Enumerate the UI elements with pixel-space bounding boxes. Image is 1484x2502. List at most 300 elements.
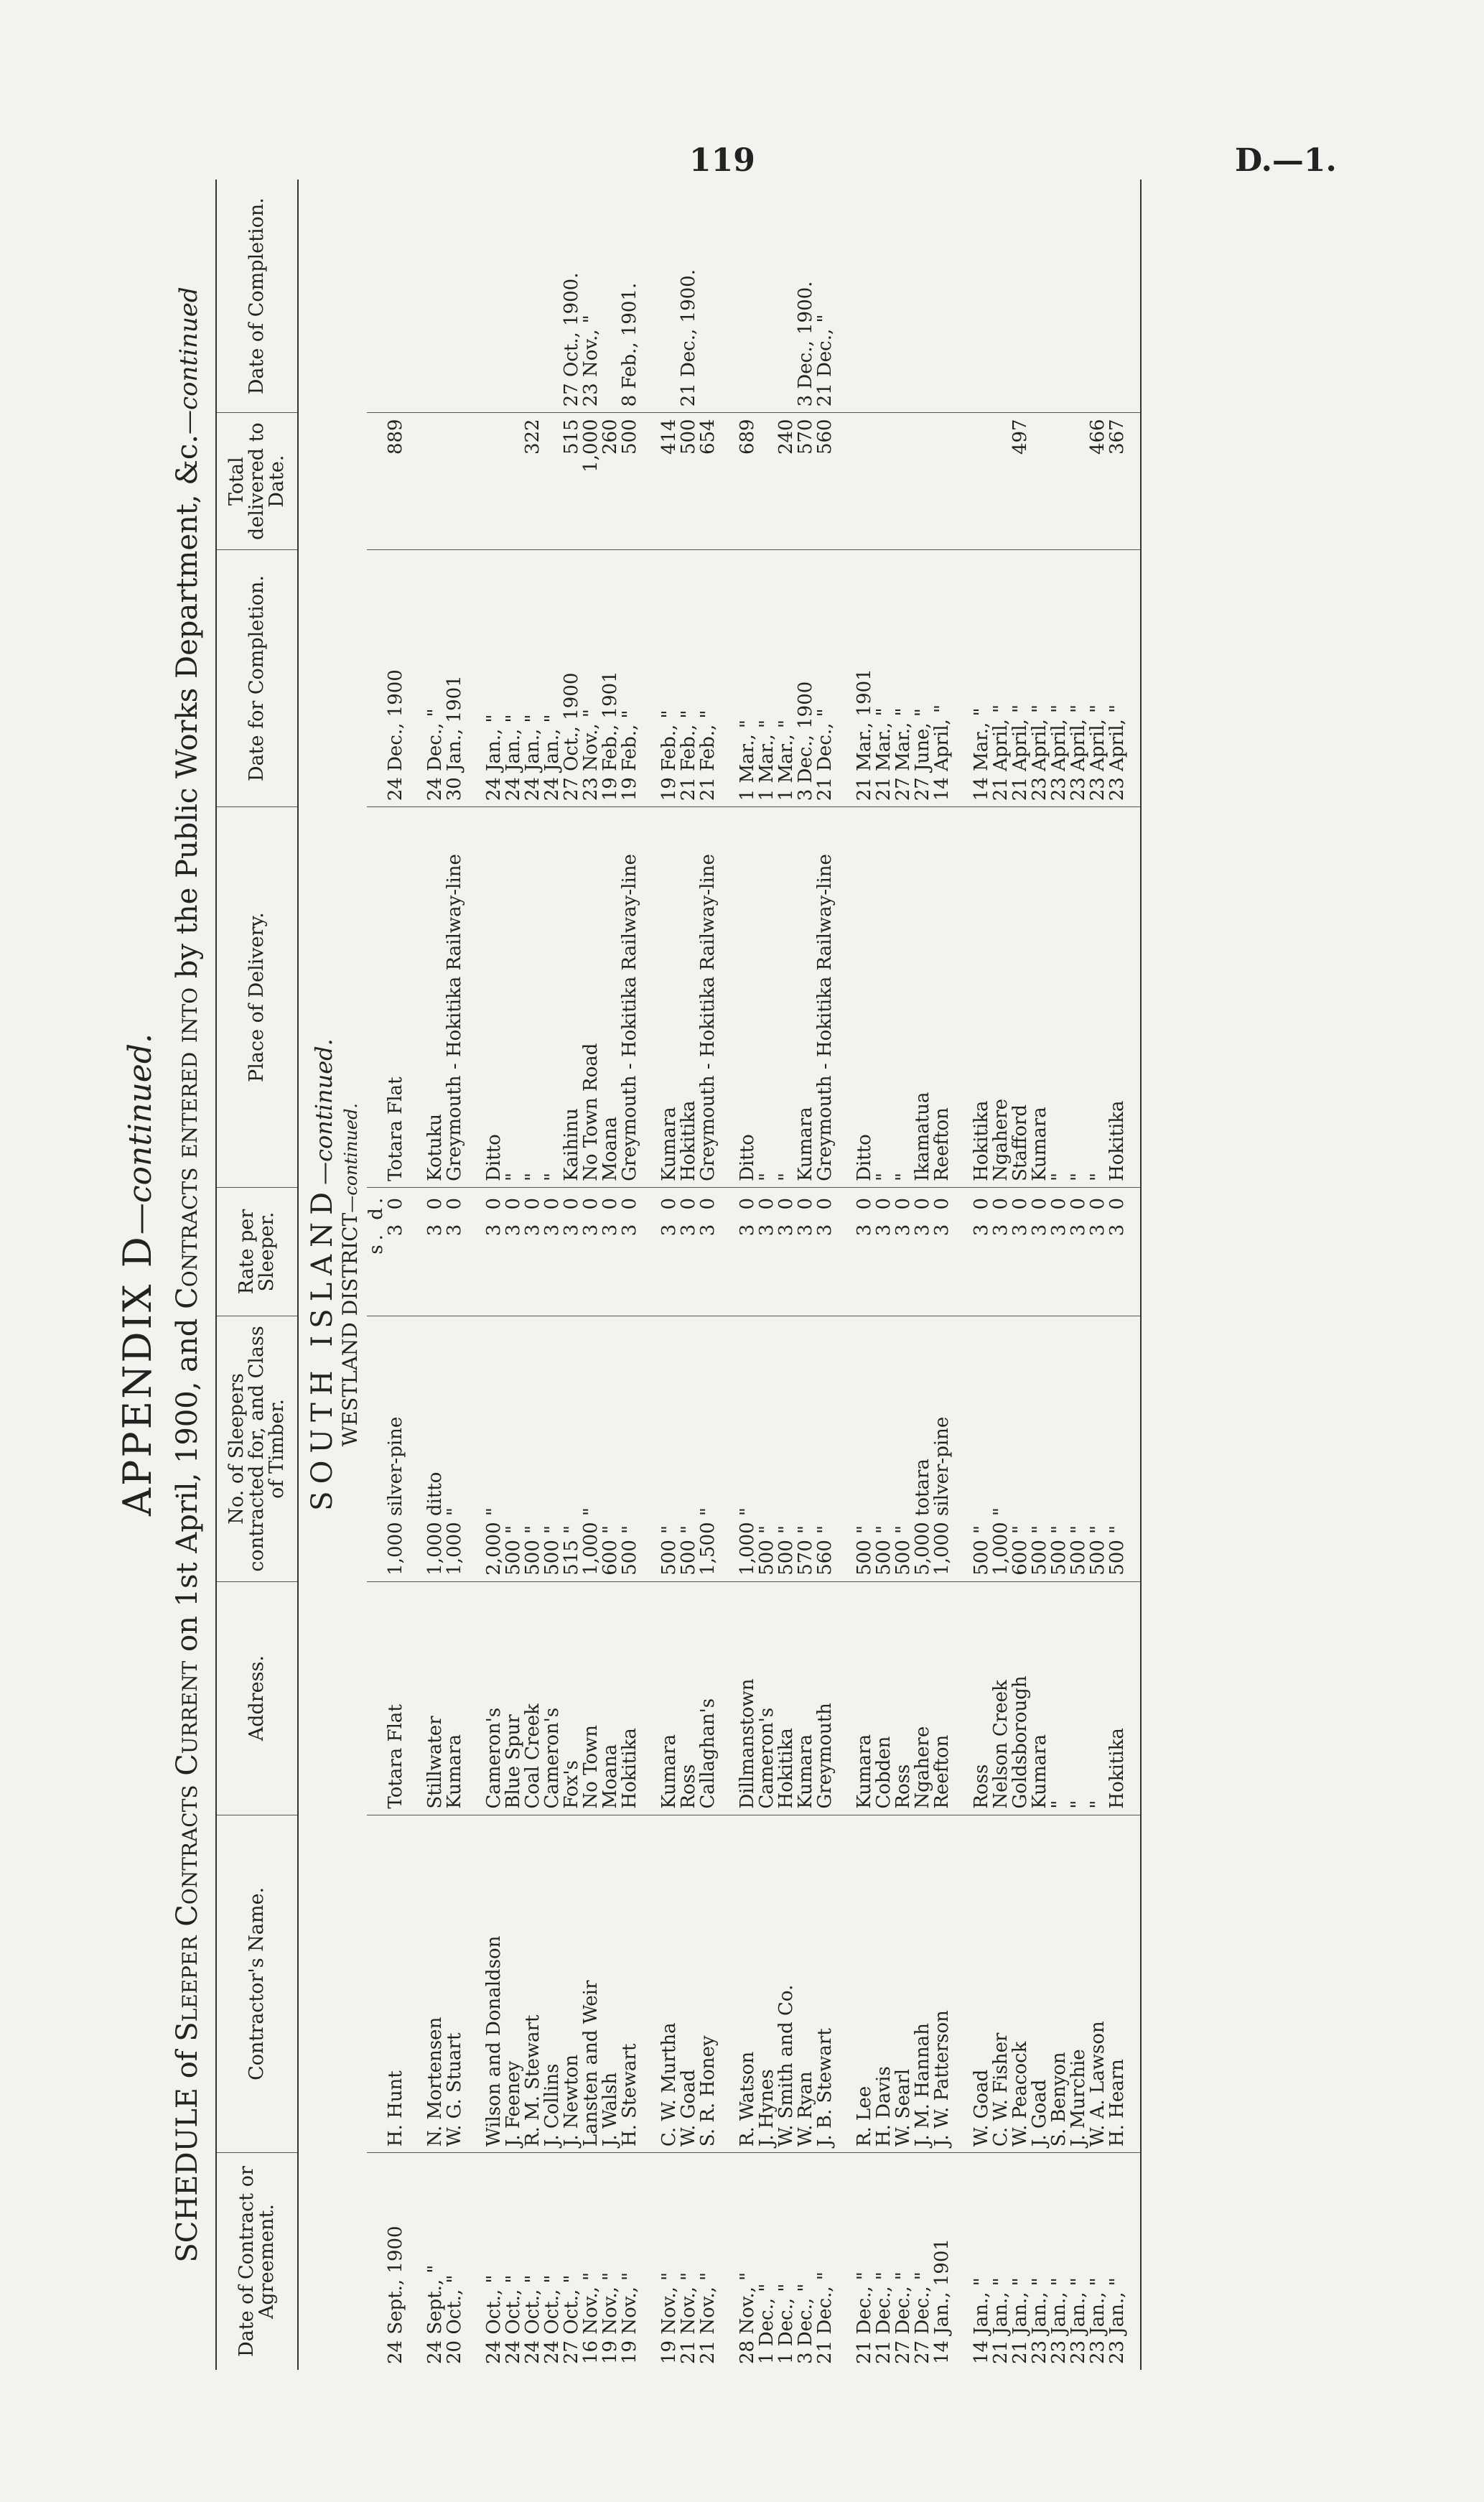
place-of-delivery: " bbox=[543, 807, 562, 1188]
island-heading bbox=[306, 1038, 339, 1511]
completion-date bbox=[1088, 180, 1108, 413]
table-row bbox=[933, 180, 952, 2370]
rate: 3 0 bbox=[952, 1187, 991, 1316]
sleepers-qty: 500 " bbox=[757, 1316, 777, 1582]
completion-date bbox=[386, 180, 406, 413]
completion-date bbox=[1050, 180, 1069, 413]
contract-date: 28 Nov., " bbox=[737, 2271, 758, 2364]
place-of-delivery: " bbox=[1069, 807, 1088, 1188]
rate: 3 0 bbox=[562, 1187, 582, 1316]
total-delivered bbox=[543, 413, 562, 549]
due-date: 1 Mar., " bbox=[757, 549, 777, 806]
completion-date bbox=[1069, 180, 1088, 413]
rate: 3 0 bbox=[679, 1187, 699, 1316]
sleepers-qty: 1,000 " bbox=[991, 1316, 1011, 1582]
sleepers-qty: 570 " bbox=[796, 1316, 816, 1582]
contract-date: 24 Oct., " bbox=[483, 2274, 505, 2364]
place-of-delivery: Greymouth - Hokitika Railway-line bbox=[816, 807, 835, 1188]
table-row bbox=[874, 180, 894, 2370]
total-delivered bbox=[913, 413, 933, 549]
table-row bbox=[796, 180, 816, 2370]
table-row bbox=[582, 180, 601, 2370]
table-row bbox=[894, 180, 913, 2370]
table-row bbox=[952, 180, 991, 2370]
total-delivered: 560 bbox=[816, 413, 835, 549]
address: Kumara bbox=[445, 1581, 465, 1815]
sleepers-qty: 560 " bbox=[816, 1316, 835, 1582]
due-date: 1 Mar., " bbox=[718, 549, 757, 806]
due-date: 21 Feb., " bbox=[679, 549, 699, 806]
page-number: 119 bbox=[689, 142, 755, 179]
address: Kumara bbox=[835, 1581, 874, 1815]
total-delivered: 497 bbox=[1011, 413, 1030, 549]
place-of-delivery: Ditto bbox=[835, 807, 874, 1188]
table-row bbox=[991, 180, 1011, 2370]
place-of-delivery: Greymouth - Hokitika Railway-line bbox=[699, 807, 718, 1188]
due-date: 21 April, " bbox=[1011, 549, 1030, 806]
contractor-name: C. W. Murtha bbox=[640, 1815, 679, 2152]
total-delivered: 1,000 bbox=[582, 413, 601, 549]
sleepers-qty: 500 " bbox=[620, 1316, 640, 1582]
document-code: D.—1. bbox=[1235, 142, 1337, 179]
contractor-name: W. Goad bbox=[952, 1815, 991, 2152]
place-of-delivery: Kumara bbox=[640, 807, 679, 1188]
place-of-delivery: Ikamatua bbox=[913, 807, 933, 1188]
due-date: 21 Mar., 1901 bbox=[835, 549, 874, 806]
place-of-delivery: Kumara bbox=[1030, 807, 1050, 1188]
total-delivered bbox=[465, 413, 504, 549]
table-body bbox=[298, 180, 1141, 2370]
due-date: 21 Feb., " bbox=[699, 549, 718, 806]
contractor-name: W. Ryan bbox=[796, 1815, 816, 2152]
completion-date bbox=[504, 180, 523, 413]
total-delivered bbox=[504, 413, 523, 549]
due-date: 24 Jan., " bbox=[523, 549, 543, 806]
total-delivered: 889 bbox=[386, 413, 406, 549]
contractor-name: H. Stewart bbox=[620, 1815, 640, 2152]
contractor-name: H. Hunt bbox=[386, 1815, 406, 2152]
due-date: 21 Mar., " bbox=[874, 549, 894, 806]
completion-date bbox=[406, 180, 445, 413]
table-row bbox=[620, 180, 640, 2370]
district-row bbox=[336, 180, 367, 2370]
header-sleepers-contracted: No. of Sleepers contracted for, and Class of Timber. bbox=[216, 1316, 298, 1582]
due-date: 21 Dec., " bbox=[816, 549, 835, 806]
rate: 3 0 bbox=[718, 1187, 757, 1316]
total-delivered: 500 bbox=[620, 413, 640, 549]
due-date: 14 Mar., " bbox=[952, 549, 991, 806]
rate: 3 0 bbox=[582, 1187, 601, 1316]
place-of-delivery: Moana bbox=[601, 807, 620, 1188]
address: Reefton bbox=[933, 1581, 952, 1815]
place-of-delivery: Totara Flat bbox=[386, 807, 406, 1188]
table-row bbox=[1069, 180, 1088, 2370]
contract-date: 19 Nov., " bbox=[619, 2271, 640, 2364]
contractor-name: N. Mortensen bbox=[406, 1815, 445, 2152]
table-row bbox=[386, 180, 406, 2370]
contractor-name: S. R. Honey bbox=[699, 1815, 718, 2152]
rate: 3 0 bbox=[406, 1187, 445, 1316]
place-of-delivery: Ditto bbox=[465, 807, 504, 1188]
total-delivered: 689 bbox=[718, 413, 757, 549]
contract-date: 27 Dec., " bbox=[892, 2271, 914, 2364]
contractor-name: H. Davis bbox=[874, 1815, 894, 2152]
contract-date: 3 Dec., " bbox=[795, 2283, 816, 2364]
rate: 3 0 bbox=[386, 1187, 406, 1316]
sleepers-qty: 500 " bbox=[640, 1316, 679, 1582]
address: Coal Creek bbox=[523, 1581, 543, 1815]
header-row bbox=[216, 180, 298, 2370]
due-date: 19 Feb., 1901 bbox=[601, 549, 620, 806]
appendix-continued: —continued. bbox=[122, 1033, 159, 1235]
sleepers-qty: 600 " bbox=[1011, 1316, 1030, 1582]
completion-date bbox=[835, 180, 874, 413]
table-row bbox=[1050, 180, 1069, 2370]
completion-date: 21 Dec., 1900. bbox=[679, 180, 699, 413]
address: Goldsborough bbox=[1011, 1581, 1030, 1815]
address: Hokitika bbox=[1108, 1581, 1141, 1815]
contractor-name: W. Peacock bbox=[1011, 1815, 1030, 2152]
contract-date: 19 Nov., " bbox=[599, 2271, 621, 2364]
contractor-name: W. Smith and Co. bbox=[777, 1815, 796, 2152]
due-date: 23 April, " bbox=[1050, 549, 1069, 806]
contractor-name: R. Watson bbox=[718, 1815, 757, 2152]
total-delivered bbox=[835, 413, 874, 549]
contractor-name: J. Hynes bbox=[757, 1815, 777, 2152]
address: Fox's bbox=[562, 1581, 582, 1815]
district-name: WESTLAND DISTRICT bbox=[338, 1212, 362, 1447]
completion-date bbox=[640, 180, 679, 413]
due-date: 24 Dec., 1900 bbox=[386, 549, 406, 806]
due-date: 14 April, " bbox=[933, 549, 952, 806]
due-date: 24 Jan., " bbox=[504, 549, 523, 806]
rate: 3 0 bbox=[894, 1187, 913, 1316]
sleepers-qty: 1,000 " bbox=[718, 1316, 757, 1582]
table-row bbox=[504, 180, 523, 2370]
address: Ngahere bbox=[913, 1581, 933, 1815]
place-of-delivery: Hokitika bbox=[952, 807, 991, 1188]
schedule-tail: by the Public Works Department, &c. bbox=[171, 434, 204, 979]
island-name: SOUTH ISLAND bbox=[306, 1184, 339, 1511]
address: Cameron's bbox=[465, 1581, 504, 1815]
place-of-delivery: " bbox=[1050, 807, 1069, 1188]
contract-date: 21 Dec., " bbox=[873, 2271, 895, 2364]
appendix-label: APPENDIX D bbox=[115, 1234, 160, 1516]
completion-date bbox=[913, 180, 933, 413]
table-row bbox=[913, 180, 933, 2370]
sleepers-qty: 500 " bbox=[504, 1316, 523, 1582]
sleepers-qty: 500 " bbox=[1069, 1316, 1088, 1582]
contractor-name: W. A. Lawson bbox=[1088, 1815, 1108, 2152]
table-row bbox=[406, 180, 445, 2370]
place-of-delivery: Greymouth - Hokitika Railway-line bbox=[445, 807, 465, 1188]
sleepers-qty: 500 " bbox=[874, 1316, 894, 1582]
contract-date: 19 Nov., " bbox=[658, 2271, 680, 2364]
completion-date bbox=[445, 180, 465, 413]
due-date: 23 April, " bbox=[1030, 549, 1050, 806]
address: " bbox=[1069, 1581, 1088, 1815]
contractor-name: W. G. Stuart bbox=[445, 1815, 465, 2152]
contractor-name: W. Searl bbox=[894, 1815, 913, 2152]
contractor-name: J. Murchie bbox=[1069, 1815, 1088, 2152]
completion-date: 23 Nov., " bbox=[582, 180, 601, 413]
completion-date bbox=[1011, 180, 1030, 413]
total-delivered: 414 bbox=[640, 413, 679, 549]
schedule-title bbox=[171, 180, 204, 2370]
address: Blue Spur bbox=[504, 1581, 523, 1815]
due-date: 1 Mar., " bbox=[777, 549, 796, 806]
place-of-delivery: Reefton bbox=[933, 807, 952, 1188]
completion-date bbox=[523, 180, 543, 413]
table-row bbox=[601, 180, 620, 2370]
sleepers-qty: 500 " bbox=[835, 1316, 874, 1582]
contractor-name: R. M. Stewart bbox=[523, 1815, 543, 2152]
contract-date: 1 Dec., " bbox=[775, 2283, 797, 2364]
contract-date: 23 Jan., " bbox=[1087, 2277, 1109, 2364]
total-delivered: 322 bbox=[523, 413, 543, 549]
contract-date: 24 Oct., " bbox=[503, 2274, 524, 2364]
island-continued: —continued. bbox=[310, 1038, 337, 1185]
rate: 3 0 bbox=[601, 1187, 620, 1316]
total-delivered bbox=[1030, 413, 1050, 549]
header-date-of-completion: Date of Completion. bbox=[216, 180, 298, 413]
total-delivered: 654 bbox=[699, 413, 718, 549]
completion-date: 21 Dec., " bbox=[816, 180, 835, 413]
rate: 3 0 bbox=[1088, 1187, 1108, 1316]
due-date: 27 Oct., 1900 bbox=[562, 549, 582, 806]
completion-date bbox=[699, 180, 718, 413]
total-delivered: 367 bbox=[1108, 413, 1141, 549]
total-delivered bbox=[952, 413, 991, 549]
contractor-name: H. Hearn bbox=[1108, 1815, 1141, 2152]
place-of-delivery: Hokitika bbox=[1108, 807, 1141, 1188]
place-of-delivery: " bbox=[1088, 807, 1108, 1188]
rate: 3 0 bbox=[1069, 1187, 1088, 1316]
total-delivered bbox=[757, 413, 777, 549]
contract-date: 23 Jan., " bbox=[1068, 2277, 1089, 2364]
address: Kumara bbox=[640, 1581, 679, 1815]
address: " bbox=[1050, 1581, 1069, 1815]
rate: 3 0 bbox=[620, 1187, 640, 1316]
table-row bbox=[562, 180, 582, 2370]
rate: 3 0 bbox=[445, 1187, 465, 1316]
completion-date bbox=[465, 180, 504, 413]
table-row bbox=[816, 180, 835, 2370]
place-of-delivery: Stafford bbox=[1011, 807, 1030, 1188]
contractor-name: S. Benyon bbox=[1050, 1815, 1069, 2152]
table-row bbox=[679, 180, 699, 2370]
rate: 3 0 bbox=[1030, 1187, 1050, 1316]
completion-date: 8 Feb., 1901. bbox=[620, 180, 640, 413]
rate: 3 0 bbox=[835, 1187, 874, 1316]
address: Stillwater bbox=[406, 1581, 445, 1815]
section-row bbox=[298, 180, 336, 2370]
schedule-table bbox=[215, 180, 1142, 2370]
place-of-delivery: " bbox=[757, 807, 777, 1188]
address: Greymouth bbox=[816, 1581, 835, 1815]
sleepers-qty: 500 " bbox=[1030, 1316, 1050, 1582]
contract-date: 16 Nov., " bbox=[580, 2271, 602, 2364]
contract-date: 1 Dec., " bbox=[756, 2283, 778, 2364]
sleepers-qty: 5,000 totara bbox=[913, 1316, 933, 1582]
completion-date: 27 Oct., 1900. bbox=[562, 180, 582, 413]
contract-date: 21 Jan., " bbox=[1009, 2277, 1031, 2364]
total-delivered bbox=[933, 413, 952, 549]
place-of-delivery: " bbox=[777, 807, 796, 1188]
contract-date: 23 Jan., " bbox=[1029, 2277, 1050, 2364]
contractor-name: Wilson and Donaldson bbox=[465, 1815, 504, 2152]
contract-date: 21 Jan., " bbox=[990, 2277, 1012, 2364]
table-row bbox=[1088, 180, 1108, 2370]
table-row bbox=[523, 180, 543, 2370]
sleepers-qty: 500 " bbox=[543, 1316, 562, 1582]
address: Nelson Creek bbox=[991, 1581, 1011, 1815]
table-row bbox=[757, 180, 777, 2370]
completion-date bbox=[874, 180, 894, 413]
header-address: Address. bbox=[216, 1581, 298, 1815]
table-row bbox=[835, 180, 874, 2370]
address: Moana bbox=[601, 1581, 620, 1815]
sleepers-qty: 500 " bbox=[777, 1316, 796, 1582]
contract-date: 21 Nov., " bbox=[678, 2271, 699, 2364]
total-delivered: 240 bbox=[777, 413, 796, 549]
rate: 3 0 bbox=[816, 1187, 835, 1316]
rate: 3 0 bbox=[991, 1187, 1011, 1316]
contract-date: 21 Nov., " bbox=[697, 2271, 719, 2364]
contractor-name: Lansten and Weir bbox=[582, 1815, 601, 2152]
contractor-name: C. W. Fisher bbox=[991, 1815, 1011, 2152]
due-date: 24 Jan., " bbox=[543, 549, 562, 806]
due-date: 27 June, " bbox=[913, 549, 933, 806]
completion-date bbox=[933, 180, 952, 413]
sleepers-qty: 1,000 silver-pine bbox=[386, 1316, 406, 1582]
table-row bbox=[718, 180, 757, 2370]
place-of-delivery: Greymouth - Hokitika Railway-line bbox=[620, 807, 640, 1188]
address: No Town bbox=[582, 1581, 601, 1815]
table-row bbox=[777, 180, 796, 2370]
completion-date bbox=[991, 180, 1011, 413]
due-date: 23 Nov., " bbox=[582, 549, 601, 806]
contractor-name: J. Collins bbox=[543, 1815, 562, 2152]
district-continued: —continued. bbox=[341, 1102, 361, 1213]
total-delivered: 500 bbox=[679, 413, 699, 549]
completion-date bbox=[1030, 180, 1050, 413]
section-heading bbox=[298, 180, 339, 2370]
rate: 3 0 bbox=[1108, 1187, 1141, 1316]
due-date: 21 April, " bbox=[991, 549, 1011, 806]
table-row bbox=[1011, 180, 1030, 2370]
total-delivered bbox=[1069, 413, 1088, 549]
rate: 3 0 bbox=[777, 1187, 796, 1316]
completion-date: 3 Dec., 1900. bbox=[796, 180, 816, 413]
table-row bbox=[1108, 180, 1141, 2370]
address: Hokitika bbox=[620, 1581, 640, 1815]
due-date: 24 Dec., " bbox=[406, 549, 445, 806]
rate: 3 0 bbox=[933, 1187, 952, 1316]
address: Totara Flat bbox=[386, 1581, 406, 1815]
rate: 3 0 bbox=[1011, 1187, 1030, 1316]
sleepers-qty: 600 " bbox=[601, 1316, 620, 1582]
appendix-title bbox=[115, 180, 160, 2370]
place-of-delivery: Kotuku bbox=[406, 807, 445, 1188]
sleepers-qty: 500 " bbox=[1088, 1316, 1108, 1582]
total-delivered bbox=[445, 413, 465, 549]
rate: 3 0 bbox=[757, 1187, 777, 1316]
table-row bbox=[445, 180, 465, 2370]
rate: 3 0 bbox=[640, 1187, 679, 1316]
due-date: 19 Feb., " bbox=[640, 549, 679, 806]
sleepers-qty: 1,000 " bbox=[582, 1316, 601, 1582]
contractor-name: J. W. Patterson bbox=[933, 1815, 952, 2152]
address: Ross bbox=[894, 1581, 913, 1815]
contract-date: 24 Oct., " bbox=[522, 2274, 543, 2364]
sleepers-qty: 500 " bbox=[894, 1316, 913, 1582]
header-place-of-delivery: Place of Delivery. bbox=[216, 807, 298, 1188]
due-date: 30 Jan., 1901 bbox=[445, 549, 465, 806]
rate: 3 0 bbox=[465, 1187, 504, 1316]
place-of-delivery: Ngahere bbox=[991, 807, 1011, 1188]
address: Hokitika bbox=[777, 1581, 796, 1815]
sleepers-qty: 1,000 silver-pine bbox=[933, 1316, 952, 1582]
place-of-delivery: No Town Road bbox=[582, 807, 601, 1188]
total-delivered bbox=[894, 413, 913, 549]
contract-date: 14 Jan., " bbox=[971, 2277, 992, 2364]
schedule-continued: —continued bbox=[174, 287, 203, 434]
contract-date: 27 Dec., " bbox=[912, 2271, 933, 2364]
sleepers-qty: 500 " bbox=[1050, 1316, 1069, 1582]
rate: 3 0 bbox=[523, 1187, 543, 1316]
sleepers-qty: 500 " bbox=[952, 1316, 991, 1582]
table-row bbox=[543, 180, 562, 2370]
due-date: 24 Jan., " bbox=[465, 549, 504, 806]
address: Cameron's bbox=[543, 1581, 562, 1815]
table-row bbox=[1030, 180, 1050, 2370]
schedule-lead: SCHEDULE of bbox=[171, 2050, 204, 2263]
total-delivered: 260 bbox=[601, 413, 620, 549]
contractor-name: J. Goad bbox=[1030, 1815, 1050, 2152]
contract-date: 24 Oct., " bbox=[541, 2274, 563, 2364]
total-delivered bbox=[406, 413, 445, 549]
rate: 3 0 bbox=[543, 1187, 562, 1316]
address: Ross bbox=[679, 1581, 699, 1815]
address: Kumara bbox=[1030, 1581, 1050, 1815]
due-date: 19 Feb., " bbox=[620, 549, 640, 806]
sleepers-qty: 500 " bbox=[1108, 1316, 1141, 1582]
sleepers-qty: 1,500 " bbox=[699, 1316, 718, 1582]
rate: 3 0 bbox=[796, 1187, 816, 1316]
header-date-for-completion: Date for Completion. bbox=[216, 549, 298, 806]
place-of-delivery: Kaihinu bbox=[562, 807, 582, 1188]
rate: 3 0 bbox=[699, 1187, 718, 1316]
table-row bbox=[465, 180, 504, 2370]
due-date: 23 April, " bbox=[1108, 549, 1141, 806]
contractor-name: W. Goad bbox=[679, 1815, 699, 2152]
units-row bbox=[367, 180, 386, 2370]
contract-date: 24 Sept., " bbox=[424, 2264, 446, 2364]
total-delivered bbox=[874, 413, 894, 549]
completion-date bbox=[601, 180, 620, 413]
place-of-delivery: " bbox=[874, 807, 894, 1188]
rate: 3 0 bbox=[504, 1187, 523, 1316]
due-date: 23 April, " bbox=[1088, 549, 1108, 806]
contract-date: 21 Dec., " bbox=[814, 2271, 836, 2364]
header-date-of-contract: Date of Contract or Agreement. bbox=[216, 2153, 298, 2370]
total-delivered: 515 bbox=[562, 413, 582, 549]
rate-units: s. d. bbox=[367, 1187, 386, 1316]
address: Kumara bbox=[796, 1581, 816, 1815]
sleepers-qty: 1,000 ditto bbox=[406, 1316, 445, 1582]
contractor-name: J. Newton bbox=[562, 1815, 582, 2152]
